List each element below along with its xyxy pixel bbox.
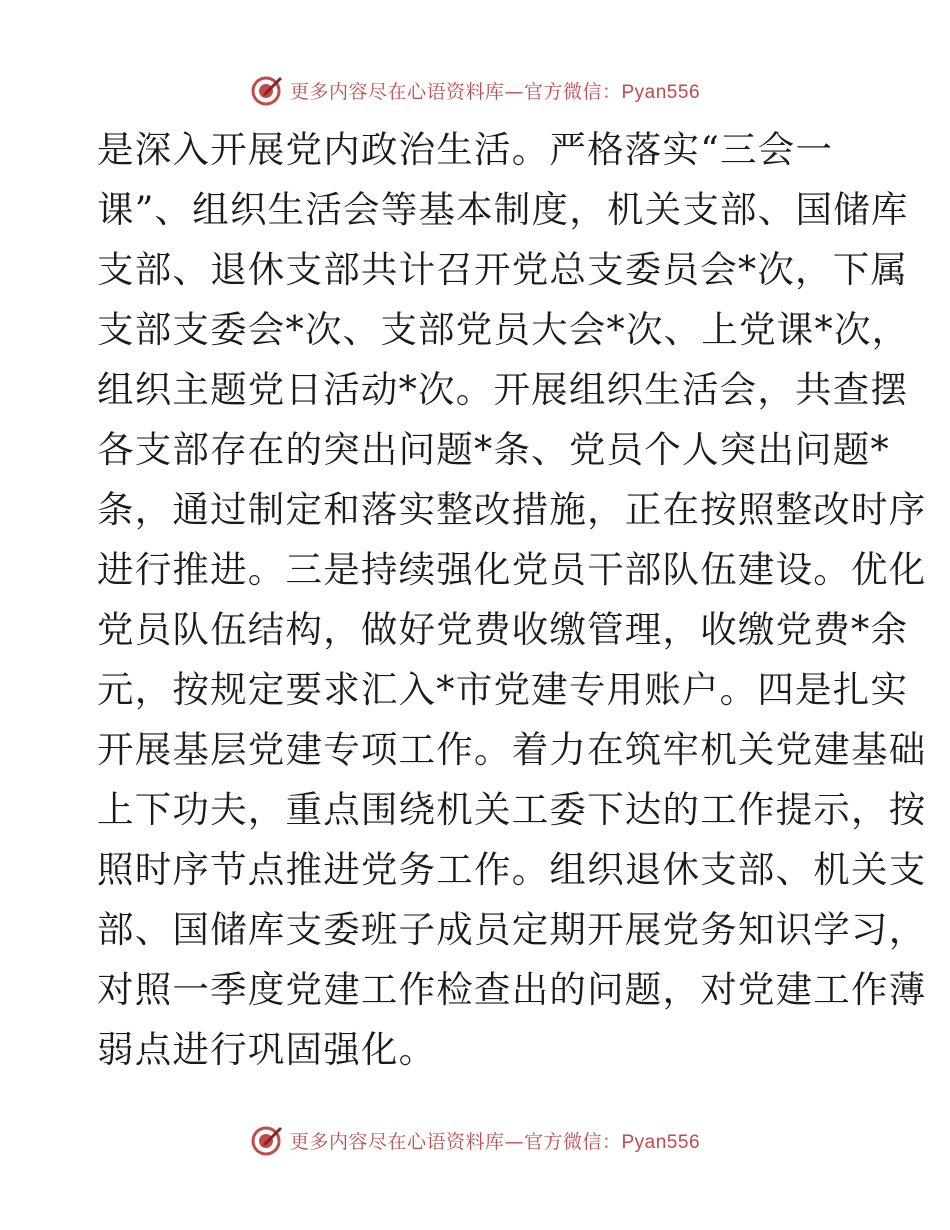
document-body (97, 120, 927, 1080)
body-line: 各支部存在的突出问题*条、党员个人突出问题* (97, 428, 890, 471)
body-line: 是深入开展党内政治生活。严格落实“三会一 (97, 128, 834, 171)
watermark-text (290, 1127, 700, 1154)
body-line: 开展基层党建专项工作。着力在筑牢机关党建基础 (97, 728, 927, 771)
pen-logo-icon (250, 1123, 284, 1157)
watermark-handle: Pyan556 (621, 81, 701, 103)
watermark-wechat-label: 官方微信： (523, 80, 622, 103)
watermark-brand: 更多内容尽在心语资料库 (289, 80, 505, 103)
body-line: 部、国储库支委班子成员定期开展党务知识学习， (97, 908, 927, 951)
footer-watermark (0, 1120, 950, 1160)
body-line: 支部、退休支部共计召开党总支委员会*次，下属 (97, 248, 909, 291)
body-line: 上下功夫，重点围绕机关工委下达的工作提示，按 (97, 788, 927, 831)
body-line: 条，通过制定和落实整改措施，正在按照整改时序 (97, 488, 927, 531)
pen-logo-icon (250, 73, 284, 107)
body-line: 弱点进行巩固强化。 (97, 1028, 437, 1071)
body-line: 对照一季度党建工作检查出的问题，对党建工作薄 (97, 968, 927, 1011)
body-line: 进行推进。三是持续强化党员干部队伍建设。优化 (97, 548, 927, 591)
watermark-separator: — (504, 1130, 524, 1153)
watermark-brand: 更多内容尽在心语资料库 (289, 1130, 505, 1153)
watermark-wechat-label: 官方微信： (523, 1130, 622, 1153)
body-line: 支部支委会*次、支部党员大会*次、上党课*次， (97, 308, 910, 351)
watermark-separator: — (504, 80, 524, 103)
body-line: 元，按规定要求汇入*市党建专用账户。四是扎实 (97, 668, 909, 711)
body-line: 组织主题党日活动*次。开展组织生活会，共查摆 (97, 368, 909, 411)
body-line: 课”、组织生活会等基本制度，机关支部、国储库 (97, 188, 909, 231)
header-watermark (0, 70, 950, 110)
watermark-handle: Pyan556 (621, 1131, 701, 1153)
body-line: 党员队伍结构，做好党费收缴管理，收缴党费*余 (97, 608, 909, 651)
watermark-text (290, 77, 700, 104)
body-line: 照时序节点推进党务工作。组织退休支部、机关支 (97, 848, 927, 891)
